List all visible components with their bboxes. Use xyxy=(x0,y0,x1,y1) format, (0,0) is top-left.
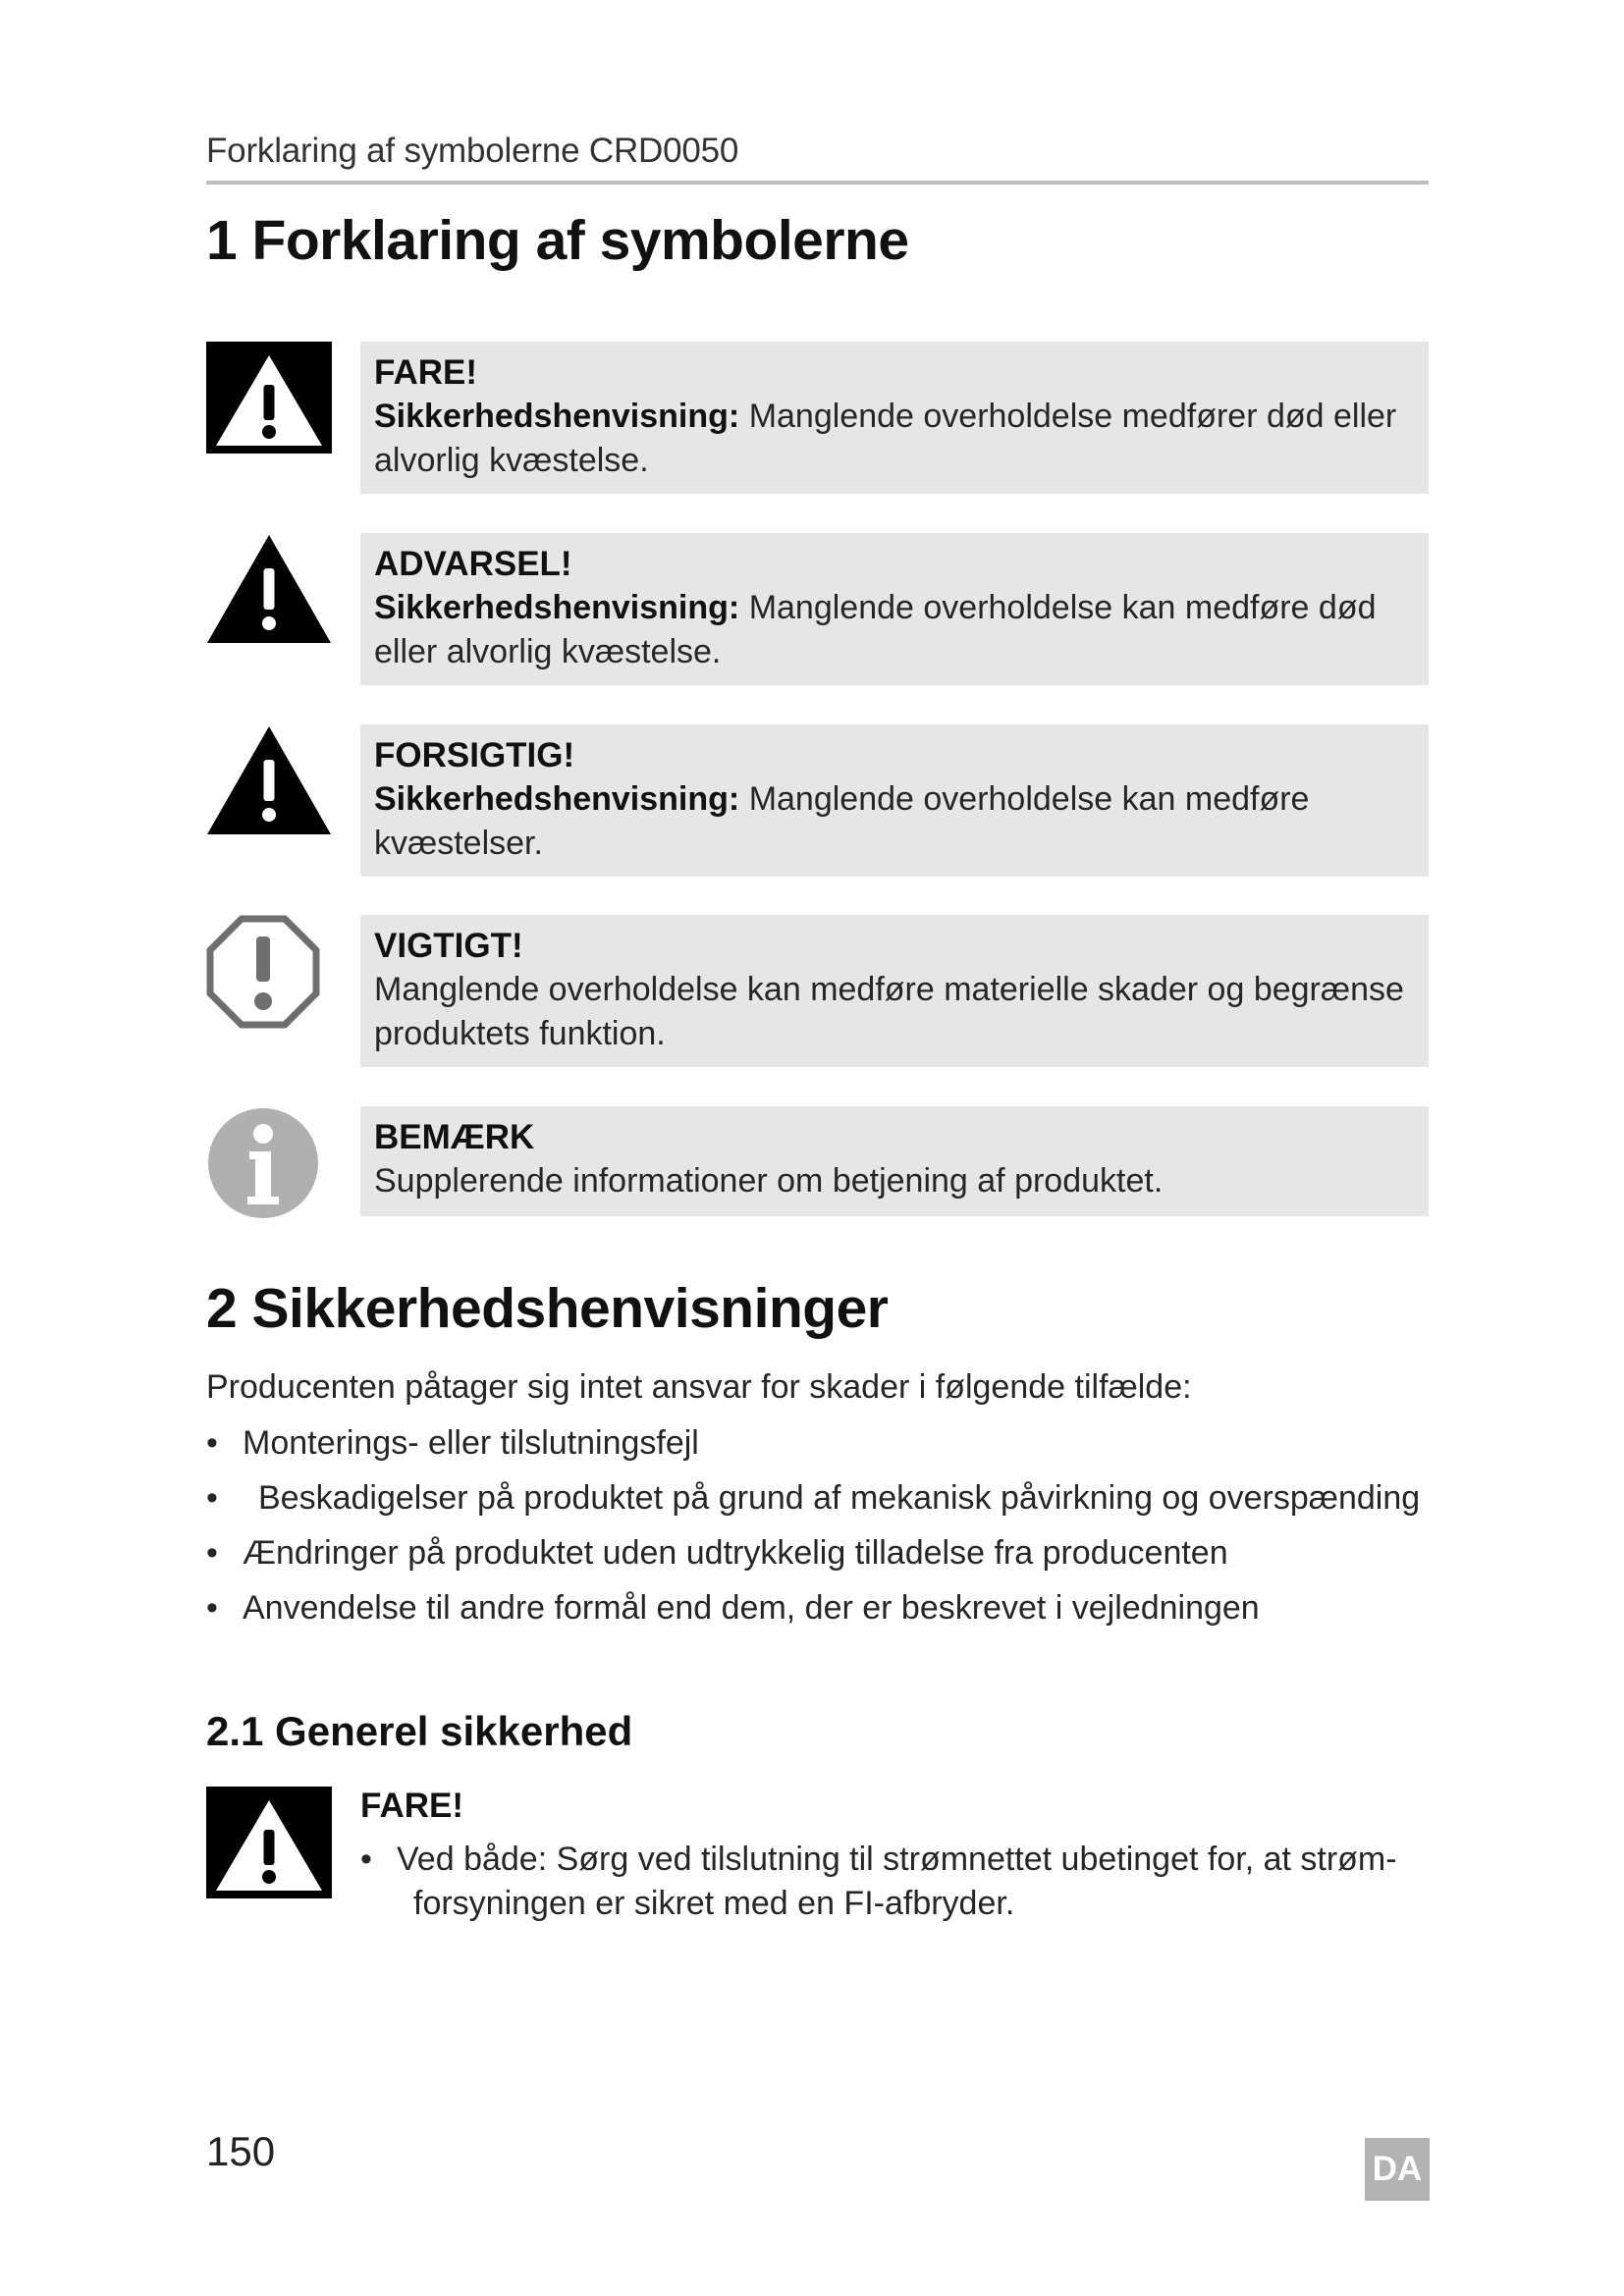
notice-body: Manglende overholdelse kan medføre død eller alvorlig kvæstelse. xyxy=(374,589,1377,670)
liability-exclusions-list xyxy=(206,1423,1429,1643)
notice-info xyxy=(206,1106,1429,1216)
notice-title: VIGTIGT! xyxy=(374,927,523,965)
important-octagon-icon xyxy=(206,915,332,1034)
danger-title: FARE! xyxy=(360,1787,463,1825)
section-2-heading: 2 Sikkerhedshenvisninger xyxy=(206,1277,889,1340)
notice-body: Supplerende informationer om betjening af produktet. xyxy=(374,1162,1164,1200)
caution-triangle-icon xyxy=(206,724,332,841)
notice-title: BEMÆRK xyxy=(374,1118,535,1156)
notice-label: Sikkerhedshenvisning: xyxy=(374,589,740,626)
notice-title: ADVARSEL! xyxy=(374,545,572,583)
notice-warning xyxy=(206,533,1429,685)
list-item: • Anvendelse til andre formål end dem, der er beskrevet i vejledningen xyxy=(206,1588,1429,1643)
notice-text xyxy=(374,777,1415,866)
notice-info-box xyxy=(360,1106,1429,1216)
section-2-intro: Producenten påtager sig intet ansvar for skader i følgende tilfælde: xyxy=(206,1368,1192,1406)
notice-important xyxy=(206,915,1429,1067)
list-item: • Ændringer på produktet uden udtrykkelig tilladelse fra producenten xyxy=(206,1533,1429,1588)
page-number: 150 xyxy=(206,2128,276,2174)
danger-list-item: • Ved både: Sørg ved tilslutning til strømnettet ubetinget for, at strøm- forsyningen er sikret med en FI-afbryder. xyxy=(360,1841,1397,1922)
danger-warning-icon xyxy=(206,1787,332,1903)
section-1-heading: 1 Forklaring af symbolerne xyxy=(206,209,909,272)
language-badge: DA xyxy=(1365,2138,1430,2201)
section-2-1-heading: 2.1 Generel sikkerhed xyxy=(206,1708,633,1754)
notice-caution xyxy=(206,724,1429,877)
running-header: Forklaring af symbolerne CRD0050 xyxy=(206,132,739,170)
notice-title: FORSIGTIG! xyxy=(374,736,575,774)
notice-warning-box xyxy=(360,533,1429,685)
notice-body: Manglende overholdelse kan medføre kvæstelser. xyxy=(374,780,1310,862)
list-item: • Beskadigelser på produktet på grund af mekanisk påvirkning og overspænding xyxy=(206,1478,1429,1533)
notice-important-box xyxy=(360,915,1429,1067)
danger-item-line2: forsyningen er sikret med en FI-afbryder. xyxy=(413,1885,1015,1922)
danger-item-line1: Ved både: Sørg ved tilslutning til strømnettet ubetinget for, at strøm- xyxy=(397,1841,1397,1878)
notice-text xyxy=(374,586,1415,674)
list-item: • Monterings- eller tilslutningsfejl xyxy=(206,1423,1429,1478)
notice-label: Sikkerhedshenvisning: xyxy=(374,780,740,818)
danger-warning-icon xyxy=(206,342,332,458)
notice-label: Sikkerhedshenvisning: xyxy=(374,398,740,435)
notice-danger-box xyxy=(360,342,1429,494)
notice-caution-box xyxy=(360,724,1429,877)
info-icon xyxy=(206,1106,332,1225)
notice-body: Manglende overholdelse medfører død eller alvorlig kvæstelse. xyxy=(374,398,1397,479)
warning-triangle-icon xyxy=(206,533,332,650)
notice-text xyxy=(374,395,1415,483)
notice-body: Manglende overholdelse kan medføre materielle skader og begrænse produktets funktion. xyxy=(374,971,1404,1052)
header-divider xyxy=(206,181,1429,185)
notice-title: FARE! xyxy=(374,353,477,392)
notice-danger xyxy=(206,342,1429,494)
